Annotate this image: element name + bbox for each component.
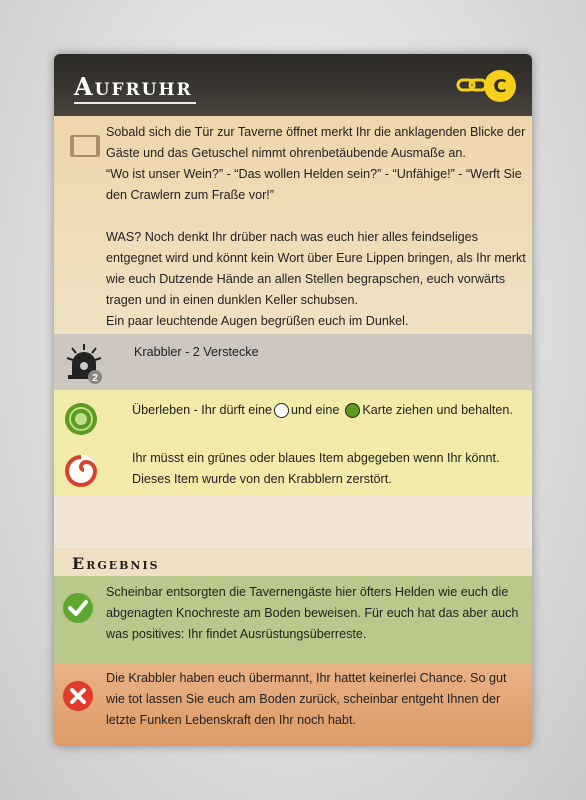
crawler-lair-icon (64, 342, 104, 384)
fail-text: Die Krabbler haben euch übermannt, Ihr hattet keinerlei Chance. So gut wie tot lassen Sie euch am Boden zurück, scheinbar entgeht Ihnen der letzte Funken Lebenskraft den Ihr noch habt. (106, 671, 507, 727)
fail-row (54, 664, 532, 746)
title-underline (74, 102, 196, 104)
swirl-icon (64, 454, 98, 488)
white-card-dot (274, 403, 289, 418)
result-heading: Ergebnis (72, 554, 160, 573)
event-card (54, 54, 532, 746)
checkmark-icon (62, 592, 94, 624)
story-text: Sobald sich die Tür zur Taverne öffnet merkt Ihr die anklagenden Blicke der Gäste und das Getuschel nimmt ohrenbetäubende Ausmaße an. “Wo ist unser Wein?” - “Das wollen Helden sein?” - “Unfähige!” - “Werft Sie den Crawlern zum Fraße vor!” WAS? Noch denkt Ihr drüber nach was euch hier alles feindseliges entgegnet wird und könnt kein Wort über Eure Lippen bringen, als Ihr merkt wie euch Dutzende Hände an allen Stellen begrapschen, euch vorwärts tragen und in einen dunklen Keller schubsen. Ein paar leuchtende Augen begrüßen euch im Dunkel. (106, 125, 526, 328)
scroll-icon (68, 132, 102, 160)
damage-text: Ihr müsst ein grünes oder blaues Item abgegeben wenn Ihr könnt. Dieses Item wurde von den Krabblern zerstört. (132, 451, 500, 486)
cross-icon (62, 680, 94, 712)
card-header (54, 54, 532, 116)
card-level-badge: C (484, 70, 516, 102)
survival-text: Überleben - Ihr dürft eine und eine Karte ziehen und behalten. (132, 403, 513, 417)
damage-row (54, 442, 532, 496)
svg-text:2: 2 (92, 373, 98, 384)
survival-row (54, 390, 532, 442)
empty-row (54, 496, 532, 548)
card-title: Aufruhr (74, 72, 193, 101)
enemy-text: Krabbler - 2 Verstecke (134, 345, 259, 359)
green-card-dot (345, 403, 360, 418)
success-text: Scheinbar entsorgten die Tavernengäste hier öfters Helden wie euch die abgenagten Knochreste am Boden beweisen. Für euch hat das aber auch was positives: Ihr findet Ausrüstungsüberreste. (106, 585, 519, 641)
story-section (54, 116, 532, 334)
enemy-row (54, 334, 532, 390)
success-row (54, 576, 532, 664)
survival-icon (64, 402, 98, 436)
